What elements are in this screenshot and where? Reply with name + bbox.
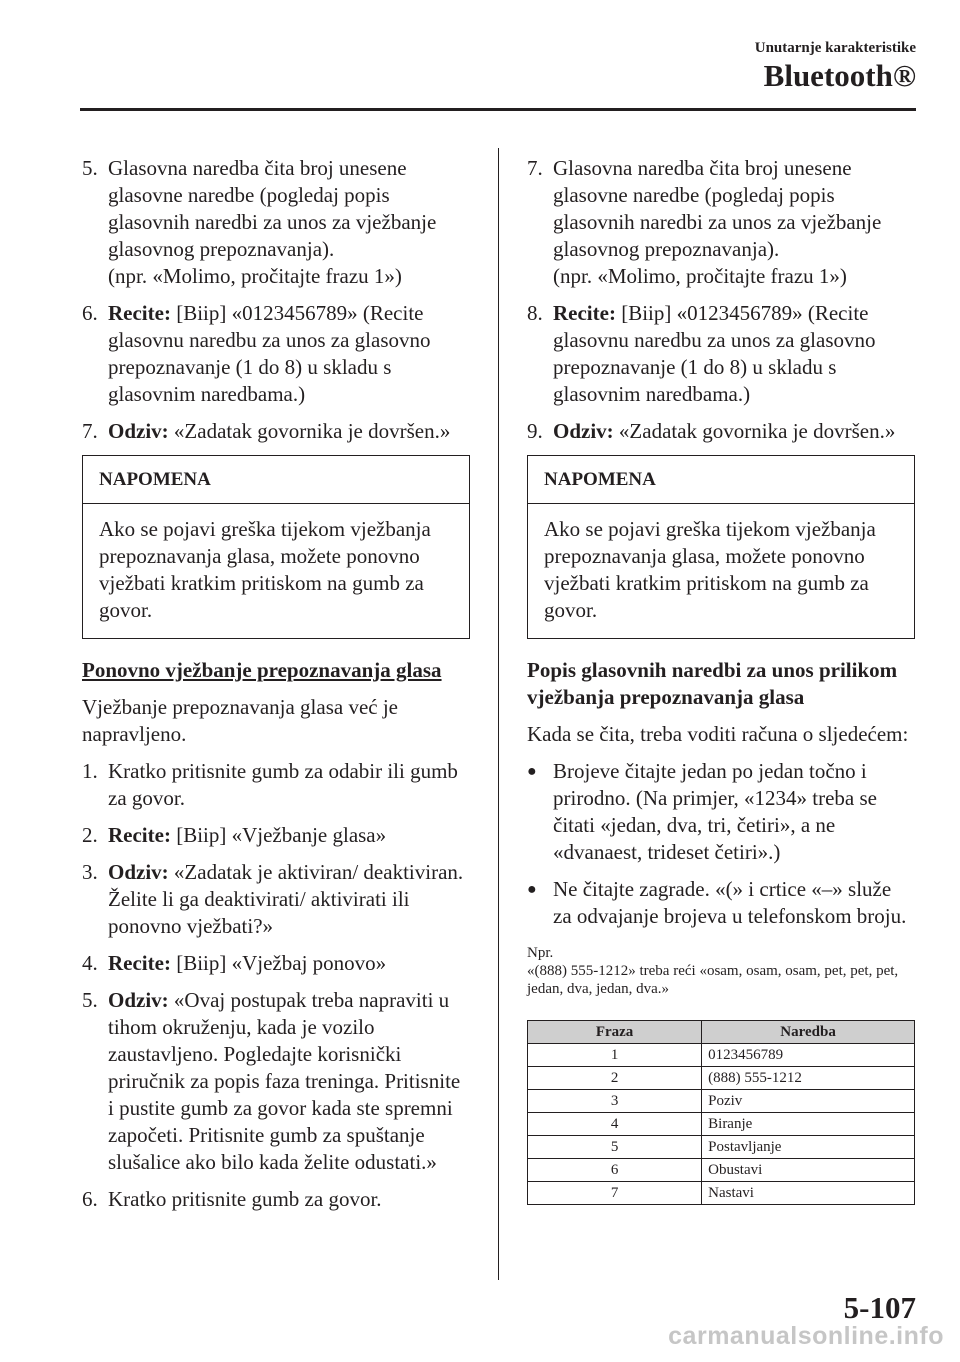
step-number: 6.: [82, 1187, 98, 1211]
table-cell: Nastavi: [702, 1182, 915, 1205]
table-row: [528, 1182, 915, 1205]
step-label: Recite:: [108, 823, 171, 847]
step-item: [82, 1186, 470, 1213]
table-cell: Biranje: [702, 1113, 915, 1136]
table-cell: Postavljanje: [702, 1136, 915, 1159]
step-item: [527, 418, 915, 445]
table-row: [528, 1090, 915, 1113]
table-cell: Poziv: [702, 1090, 915, 1113]
table-cell: 3: [528, 1090, 702, 1113]
step-number: 7.: [527, 156, 543, 180]
step-text: Kratko pritisnite gumb za odabir ili gumb za govor.: [108, 759, 458, 810]
step-body: [108, 155, 470, 290]
step-number: 4.: [82, 951, 98, 975]
bullet-text: Brojeve čitajte jedan po jedan točno i prirodno. (Na primjer, «1234» treba se čitati «jedan, dva, tri, četiri», a ne «dvanaest, trideset četiri».): [553, 759, 877, 864]
step-text: [Biip] «0123456789» (Recite glasovnu naredbu za unos za glasovno prepoznavanje (1 do 8) u skladu s glasovnim naredbama.): [553, 301, 876, 406]
step-number: 5.: [82, 156, 98, 180]
step-label: Odziv:: [108, 860, 169, 884]
bullet-icon: ●: [527, 881, 537, 898]
note-text: Ako se pojavi greška tijekom vježbanja prepoznavanja glasa, možete ponovno vježbati kratkim pritiskom na gumb za govor.: [99, 517, 431, 622]
step-text: «Zadatak je aktiviran/ deaktiviran. Želite li ga deaktivirati/ aktivirati ili ponovno vježbati?»: [108, 860, 464, 938]
step-label: Recite:: [553, 301, 616, 325]
watermark-link[interactable]: carmanualsonline.info: [668, 1322, 944, 1350]
step-item: [82, 300, 470, 408]
page-title: Bluetooth®: [763, 58, 916, 93]
step-item: [82, 758, 470, 812]
step-body: [553, 155, 915, 290]
step-text: Kratko pritisnite gumb za govor.: [108, 1187, 382, 1211]
note-box: [82, 455, 470, 639]
table-header-row: [528, 1021, 915, 1044]
right-steps-a: [527, 155, 915, 445]
table-cell: 7: [528, 1182, 702, 1205]
step-label: Recite:: [108, 951, 171, 975]
left-steps-b: [82, 758, 470, 1213]
right-column: [527, 155, 915, 1205]
column-header: Fraza: [528, 1021, 702, 1044]
note-box: [527, 455, 915, 639]
step-number: 8.: [527, 301, 543, 325]
command-table: [527, 1020, 915, 1205]
example-text: «(888) 555-1212» treba reći «osam, osam, osam, pet, pet, pet, jedan, dva, jedan, dva.»: [527, 963, 899, 997]
step-item: [82, 987, 470, 1176]
list-item: [527, 758, 915, 866]
column-header: Naredba: [702, 1021, 915, 1044]
table-cell: 1: [528, 1044, 702, 1067]
step-item: [82, 155, 470, 290]
table-row: [528, 1044, 915, 1067]
step-item: [82, 418, 470, 445]
step-body: [108, 822, 470, 849]
step-number: 3.: [82, 860, 98, 884]
table-cell: (888) 555-1212: [702, 1067, 915, 1090]
note-title: NAPOMENA: [83, 456, 469, 504]
page-number: 5-107: [843, 1290, 916, 1325]
list-item: [527, 876, 915, 930]
table-cell: 5: [528, 1136, 702, 1159]
left-column: [82, 155, 470, 1223]
bullet-text: Ne čitajte zagrade. «(» i crtice «–» služe za odvajanje brojeva u telefonskom broju.: [553, 877, 907, 928]
note-text: Ako se pojavi greška tijekom vježbanja prepoznavanja glasa, možete ponovno vježbati kratkim pritiskom na gumb za govor.: [544, 517, 876, 622]
step-item: [82, 822, 470, 849]
step-item: [82, 950, 470, 977]
step-text: [Biip] «Vježbaj ponovo»: [176, 951, 387, 975]
step-number: 7.: [82, 419, 98, 443]
table-row: [528, 1136, 915, 1159]
step-item: [527, 155, 915, 290]
step-body: [553, 300, 915, 408]
step-sub: (npr. «Molimo, pročitajte frazu 1»): [553, 264, 847, 288]
table-cell: 2: [528, 1067, 702, 1090]
note-title: NAPOMENA: [528, 456, 914, 504]
column-divider: [498, 148, 499, 1280]
step-number: 5.: [82, 988, 98, 1012]
step-body: [108, 418, 470, 445]
step-text: Glasovna naredba čita broj unesene glasovne naredbe (pogledaj popis glasovnih naredbi za unos za vježbanje glasovnog prepoznavanja).: [553, 156, 882, 261]
left-steps-a: [82, 155, 470, 445]
step-text: [Biip] «Vježbanje glasa»: [176, 823, 387, 847]
step-body: [108, 300, 470, 408]
step-body: [108, 859, 470, 940]
step-number: 6.: [82, 301, 98, 325]
step-text: «Zadatak govornika je dovršen.»: [173, 419, 451, 443]
table-cell: 6: [528, 1159, 702, 1182]
table-row: [528, 1113, 915, 1136]
step-text: Glasovna naredba čita broj unesene glasovne naredbe (pogledaj popis glasovnih naredbi za unos za vježbanje glasovnog prepoznavanja).: [108, 156, 437, 261]
example-label: Npr.: [527, 945, 554, 961]
header-rule: [80, 108, 916, 111]
table-cell: 4: [528, 1113, 702, 1136]
intro-paragraph: Vježbanje prepoznavanja glasa već je napravljeno.: [82, 695, 398, 746]
step-body: [108, 950, 470, 977]
step-number: 2.: [82, 823, 98, 847]
step-body: [108, 987, 470, 1176]
table-cell: 0123456789: [702, 1044, 915, 1067]
step-text: «Ovaj postupak treba napraviti u tihom okruženju, kada je vozilo zaustavljeno. Pogledajte korisnički priručnik za popis faza treninga. Pritisnite i pustite gumb za govor kada ste spremni započeti. Pritisnite gumb za spuštanje slušalice ako bilo kada želite odustati.»: [108, 988, 461, 1174]
step-body: [553, 418, 915, 445]
table-cell: Obustavi: [702, 1159, 915, 1182]
step-number: 1.: [82, 759, 98, 783]
example-block: [527, 944, 915, 998]
step-label: Recite:: [108, 301, 171, 325]
bullet-icon: ●: [527, 763, 537, 780]
step-label: Odziv:: [553, 419, 614, 443]
step-text: «Zadatak govornika je dovršen.»: [618, 419, 896, 443]
step-text: [Biip] «0123456789» (Recite glasovnu naredbu za unos za glasovno prepoznavanje (1 do 8) u skladu s glasovnim naredbama.): [108, 301, 431, 406]
step-number: 9.: [527, 419, 543, 443]
table-row: [528, 1159, 915, 1182]
section-heading: Popis glasovnih naredbi za unos prilikom vježbanja prepoznavanja glasa: [527, 658, 898, 709]
table-row: [528, 1067, 915, 1090]
intro-paragraph: Kada se čita, treba voditi računa o sljedećem:: [527, 722, 909, 746]
step-label: Odziv:: [108, 988, 169, 1012]
step-item: [527, 300, 915, 408]
section-subheading: Ponovno vježbanje prepoznavanja glasa: [82, 658, 442, 682]
step-sub: (npr. «Molimo, pročitajte frazu 1»): [108, 264, 402, 288]
header-section-title: Unutarnje karakteristike: [754, 40, 916, 56]
step-item: [82, 859, 470, 940]
step-label: Odziv:: [108, 419, 169, 443]
